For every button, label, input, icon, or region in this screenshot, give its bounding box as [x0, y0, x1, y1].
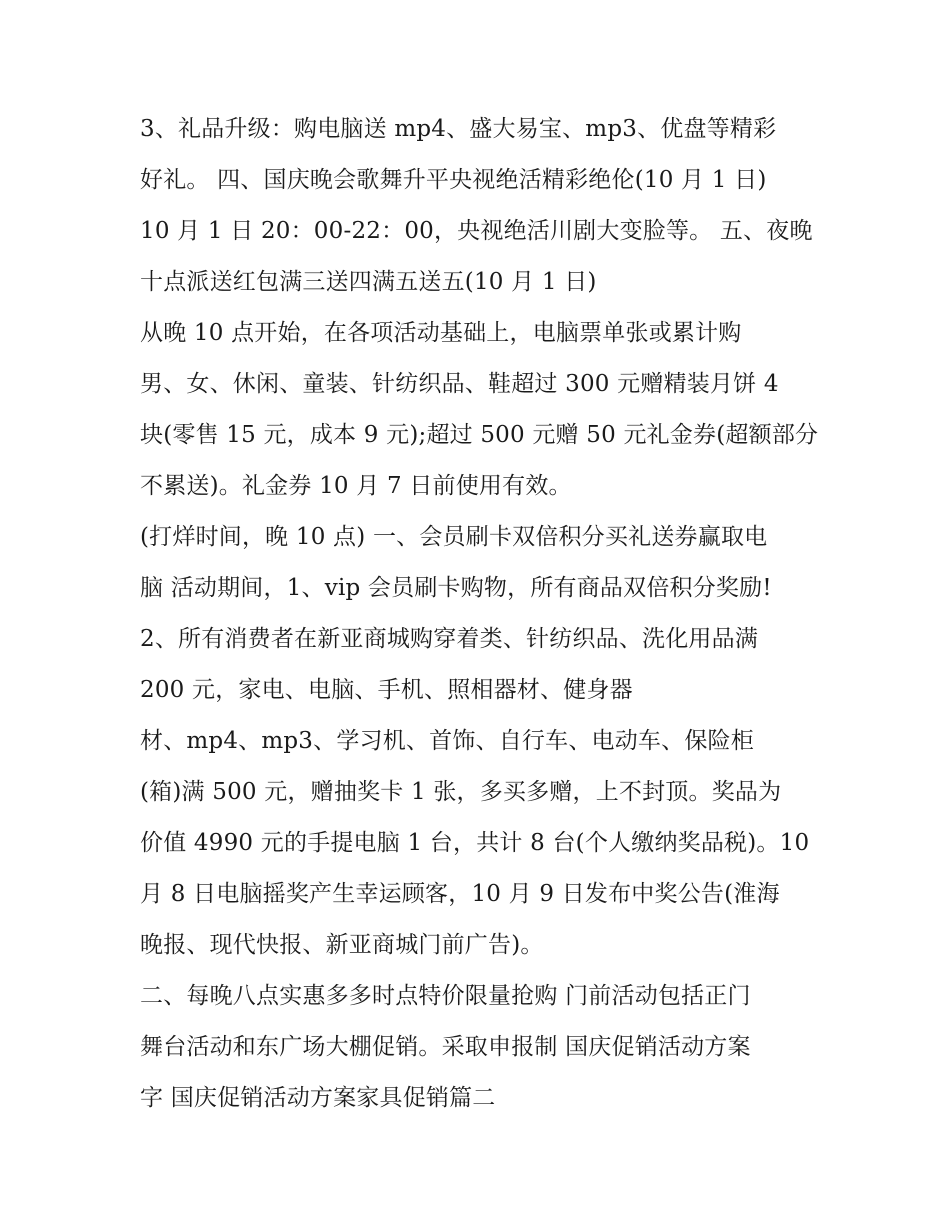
text-line: 200 元，家电、电脑、手机、照相器材、健身器	[140, 677, 633, 703]
text-line: 月 8 日电脑摇奖产生幸运顾客，10 月 9 日发布中奖公告(淮海	[140, 881, 780, 907]
text-line: 10 月 1 日 20：00-22：00，央视绝活川剧大变脸等。 五、夜晚	[140, 218, 813, 244]
text-line: 脑 活动期间，1、vip 会员刷卡购物，所有商品双倍积分奖励!	[140, 575, 772, 601]
text-line: 字 国庆促销活动方案家具促销篇二	[140, 1085, 496, 1111]
text-line: 晚报、现代快报、新亚商城门前广告)。	[140, 932, 544, 958]
text-line: 3、礼品升级：购电脑送 mp4、盛大易宝、mp3、优盘等精彩	[140, 116, 777, 142]
text-line: 十点派送红包满三送四满五送五(10 月 1 日)	[140, 269, 597, 295]
text-line: 价值 4990 元的手提电脑 1 台，共计 8 台(个人缴纳奖品税)。10	[140, 830, 810, 856]
text-line: 男、女、休闲、童装、针纺织品、鞋超过 300 元赠精装月饼 4	[140, 371, 779, 397]
text-line: 舞台活动和东广场大棚促销。采取申报制 国庆促销活动方案	[140, 1034, 751, 1060]
text-line: 2、所有消费者在新亚商城购穿着类、针纺织品、洗化用品满	[140, 626, 759, 652]
text-line: 好礼。 四、国庆晚会歌舞升平央视绝活精彩绝伦(10 月 1 日)	[140, 167, 767, 193]
text-line: 从晚 10 点开始，在各项活动基础上，电脑票单张或累计购	[140, 320, 742, 346]
text-line: 块(零售 15 元，成本 9 元);超过 500 元赠 50 元礼金券(超额部分	[140, 422, 819, 448]
text-line: (打烊时间，晚 10 点) 一、会员刷卡双倍积分买礼送券赢取电	[140, 524, 768, 550]
text-line: 材、mp4、mp3、学习机、首饰、自行车、电动车、保险柜	[140, 728, 754, 754]
document-body	[140, 104, 820, 1124]
text-line: 不累送)。礼金券 10 月 7 日前使用有效。	[140, 473, 572, 499]
text-line: 二、每晚八点实惠多多时点特价限量抢购 门前活动包括正门	[140, 983, 751, 1009]
text-line: (箱)满 500 元，赠抽奖卡 1 张，多买多赠，上不封顶。奖品为	[140, 779, 782, 805]
